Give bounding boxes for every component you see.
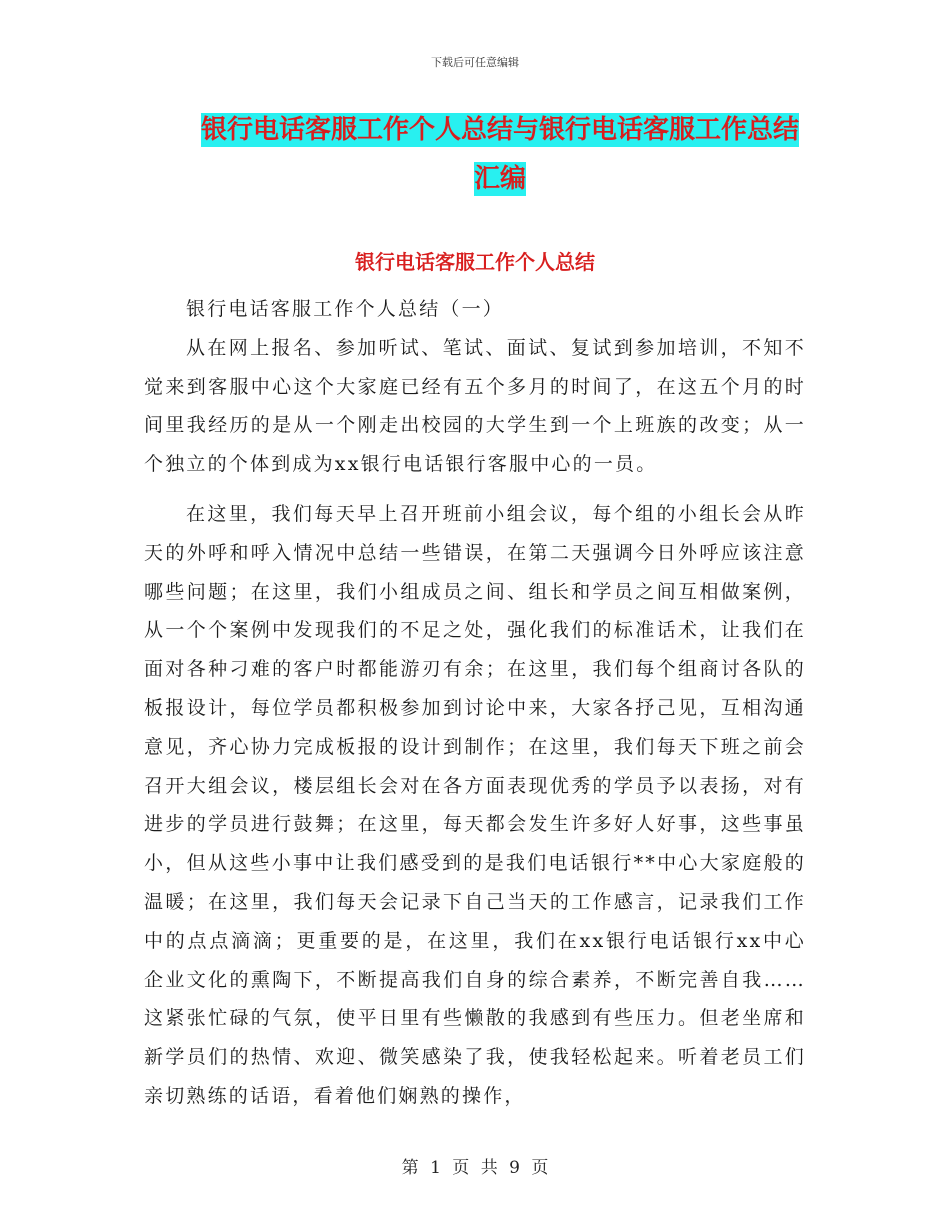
document-title (150, 106, 850, 204)
section-title: 银行电话客服工作个人总结 (355, 250, 595, 274)
page-footer: 第 1 页 共 9 页 (401, 1158, 549, 1178)
header-note: 下载后可任意编辑 (431, 56, 519, 69)
subheading: 银行电话客服工作个人总结（一） (186, 298, 505, 320)
document-body (144, 290, 806, 1116)
title-line-1: 银行电话客服工作个人总结与银行电话客服工作总结 (200, 115, 799, 145)
title-line-2: 汇编 (473, 164, 526, 194)
paragraph-1: 从在网上报名、参加听试、笔试、面试、复试到参加培训，不知不觉来到客服中心这个大家庭已经有五个多月的时间了，在这五个月的时间里我经历的是从一个刚走出校园的大学生到一个上班族的改变；从一个独立的个体到成为xx银行电话银行客服中心的一员。 (144, 336, 806, 476)
paragraph-2: 在这里，我们每天早上召开班前小组会议，每个组的小组长会从昨天的外呼和呼入情况中总结一些错误，在第二天强调今日外呼应该注意哪些问题；在这里，我们小组成员之间、组长和学员之间互相做案例，从一个个案例中发现我们的不足之处，强化我们的标准话术，让我们在面对各种刁难的客户时都能游刃有余；在这里，我们每个组商讨各队的板报设计，每位学员都积极参加到讨论中来，大家各抒己见，互相沟通意见，齐心协力完成板报的设计到制作；在这里，我们每天下班之前会召开大组会议，楼层组长会对在各方面表现优秀的学员予以表扬，对有进步的学员进行鼓舞；在这里，每天都会发生许多好人好事，这些事虽小，但从这些小事中让我们感受到的是我们电话银行**中心大家庭般的温暖；在这里，我们每天会记录下自己当天的工作感言，记录我们工作中的点点滴滴；更重要的是，在这里，我们在xx银行电话银行xx中心企业文化的熏陶下，不断提高我们自身的综合素养，不断完善自我……这紧张忙碌的气氛，使平日里有些懒散的我感到有些压力。但老坐席和新学员们的热情、欢迎、微笑感染了我，使我轻松起来。听着老员工们亲切熟练的话语，看着他们娴熟的操作， (144, 502, 806, 1107)
